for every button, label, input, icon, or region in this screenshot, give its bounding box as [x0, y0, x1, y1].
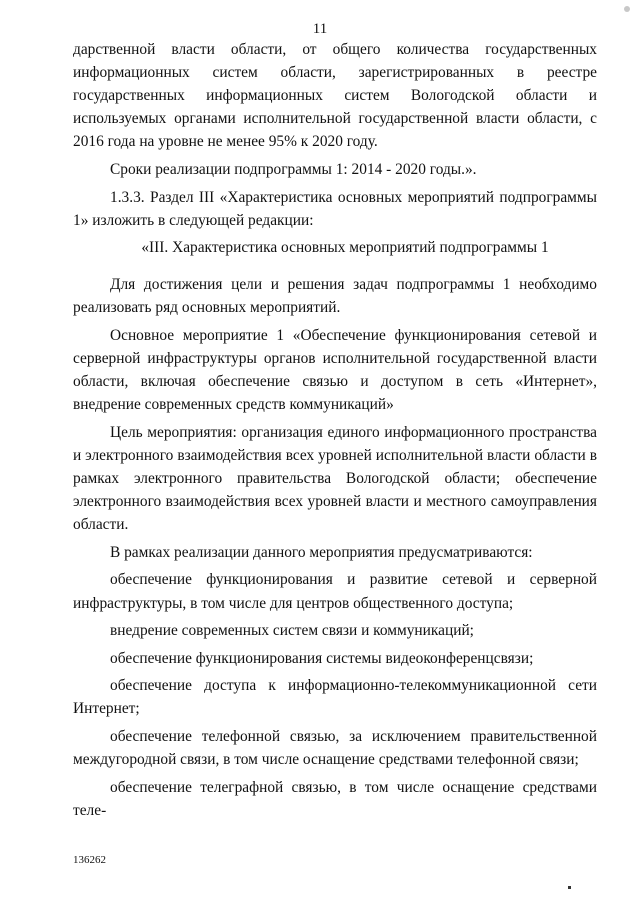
list-item-videoconference: обеспечение функционирования системы видеоконференцсвязи;	[110, 649, 534, 667]
scan-speck-bottom	[568, 886, 571, 889]
paragraph-provisions-intro: В рамках реализации данного мероприятия предусматриваются:	[110, 543, 533, 561]
list-item-telegraph: обеспечение телеграфной связью, в том числе оснащение средствами теле-	[73, 778, 597, 819]
document-code: 136262	[73, 854, 106, 866]
paragraph-main-activity: Основное мероприятие 1 «Обеспечение функционирования сетевой и серверной инфраструктуры органов исполнительной государственной власти области, включая обеспечение связью и доступом в сеть «Интернет», внедрение современных средств коммуникаций»	[73, 327, 597, 414]
list-item-communications: внедрение современных систем связи и коммуникаций;	[110, 622, 474, 640]
paragraph-activity-goal: Цель мероприятия: организация единого информационного пространства и электронного взаимодействия всех уровней исполнительной власти области в рамках электронного правительства Вологодской области; обеспечение электронного взаимодействия всех уровней власти и местного самоуправления области.	[73, 423, 597, 534]
paragraph-continued-text: дарственной власти области, от общего количества государственных информационных систем области, зарегистрированных в реестре государственных информационных систем Вологодской области и используемых органами исполнительной государственной власти области, с 2016 года на уровне не менее 95% к 2020 году.	[73, 41, 597, 151]
section-heading: «III. Характеристика основных мероприятий подпрограммы 1	[141, 239, 549, 257]
list-item-internet-access: обеспечение доступа к информационно-телекоммуникационной сети Интернет;	[73, 677, 597, 718]
paragraph-goal-intro: Для достижения цели и решения задач подпрограммы 1 необходимо реализовать ряд основных мероприятий.	[73, 276, 597, 317]
document-body	[73, 38, 597, 826]
scan-speck	[624, 6, 630, 12]
page-number: 11	[312, 21, 328, 37]
list-item-telephone: обеспечение телефонной связью, за исключением правительственной междугородной связи, в том числе оснащение средствами телефонной связи;	[73, 728, 597, 769]
paragraph-section-amendment: 1.3.3. Раздел III «Характеристика основных мероприятий подпрограммы 1» изложить в следующей редакции:	[73, 188, 597, 229]
list-item-infrastructure: обеспечение функционирования и развитие сетевой и серверной инфраструктуры, в том числе для центров общественного доступа;	[73, 571, 597, 612]
paragraph-implementation-period: Сроки реализации подпрограммы 1: 2014 - 2020 годы.».	[110, 160, 477, 178]
